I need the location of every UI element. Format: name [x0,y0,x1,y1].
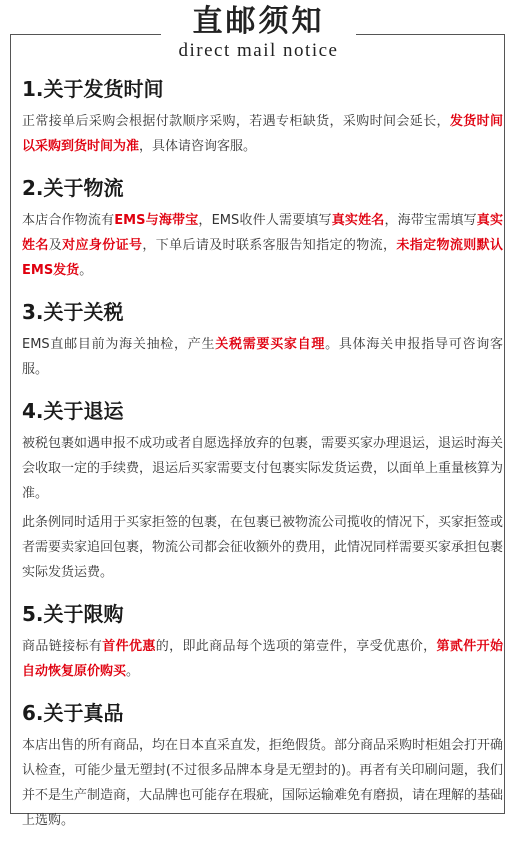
highlighted-text: 真实姓名 [22,213,503,253]
highlighted-text: 关税需要买家自理 [215,337,326,352]
body-text: 正常接单后采购会根据付款顺序采购，若遇专柜缺货，采购时间会延长， [22,114,450,129]
notice-section [22,398,503,585]
section-paragraph [22,733,503,833]
section-title: 3.关于关税 [22,300,124,324]
page-subtitle: direct mail notice [178,40,339,61]
body-text: 本店合作物流有 [22,213,115,228]
title-block [0,0,517,64]
section-paragraph [22,431,503,506]
notice-content [22,76,503,849]
highlighted-text: 首件优惠 [102,639,156,654]
highlighted-text: 真实姓名 [331,213,385,228]
notice-section [22,76,503,159]
section-paragraph [22,332,503,382]
body-text: 被税包裹如遇申报不成功或者自愿选择放弃的包裹，需要买家办理退运，退运时海关会收取一定的手续费，退运后买家需要支付包裹实际发货运费，以面单上重量核算为准。 [22,436,504,501]
highlighted-text: 第贰件开始自动恢复原价购买 [22,639,503,679]
body-text: 。 [79,263,93,278]
section-title: 5.关于限购 [22,602,124,626]
body-text: ，具体请咨询客服。 [139,139,257,154]
body-text: 此条例同时适用于买家拒签的包裹，在包裹已被物流公司揽收的情况下，买家拒签或者需要卖家追回包裹，物流公司都会征收额外的费用，此情况同样需要买家承担包裹实际发货运费。 [22,515,504,580]
body-text: 本店出售的所有商品，均在日本直采直发，拒绝假货。部分商品采购时柜姐会打开确认检查，可能少量无塑封(不过很多品牌本身是无塑封的)。再者有关印刷问题，我们并不是生产制造商，大品牌也可能存在瑕疵，国际运输难免有磨损，请在理解的基础上选购。 [22,738,504,828]
section-title: 6.关于真品 [22,701,124,725]
body-text: 商品链接标有 [22,639,103,654]
section-title: 4.关于退运 [22,399,124,423]
notice-section [22,299,503,382]
highlighted-text: 发货时间以采购到货时间为准 [22,114,503,154]
body-text: ，EMS收件人需要填写 [198,213,332,228]
body-text: EMS直邮目前为海关抽检，产生 [22,337,216,352]
highlighted-text: 未指定物流则默认EMS发货 [22,238,503,278]
section-paragraph [22,634,503,684]
body-text: 。具体海关申报指导可咨询客服。 [22,337,503,377]
section-paragraph [22,109,503,159]
section-title: 2.关于物流 [22,176,124,200]
body-text: 。 [126,664,140,679]
highlighted-text: EMS与海带宝 [114,213,199,228]
section-paragraph [22,208,503,283]
body-text: 的，即此商品每个选项的第壹件，享受优惠价， [155,639,437,654]
section-title: 1.关于发货时间 [22,77,164,101]
body-text: 及 [48,238,63,253]
section-paragraph [22,510,503,585]
body-text: ，海带宝需填写 [384,213,477,228]
body-text: ，下单后请及时联系客服告知指定的物流， [142,238,397,253]
highlighted-text: 对应身份证号 [62,238,143,253]
notice-section [22,700,503,833]
notice-section [22,601,503,684]
notice-section [22,175,503,283]
page-title: 直邮须知 [192,4,325,39]
